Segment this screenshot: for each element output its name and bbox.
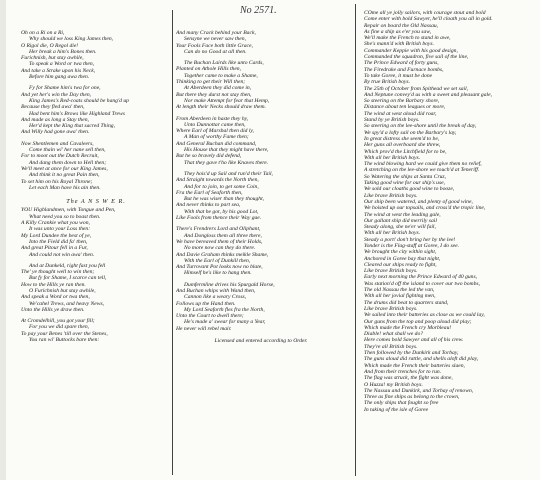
verse-line: And great Pitour fell in a Fur,: [21, 245, 88, 252]
verse-line: The guns aloud did rattle, and shells aloft did play,: [364, 356, 479, 363]
verse-line: With all her jovial fighting men,: [364, 293, 436, 300]
answer-verses-continued: [176, 30, 346, 332]
verse-line: And never thinks to part sea,: [176, 202, 241, 209]
verse-line: Can do no Good at all then.: [184, 48, 247, 55]
verse-line: At Cromdelhill, you got your fill;: [21, 318, 95, 325]
verse-line: Now Shentlemen and Cavaleers,: [21, 140, 94, 147]
verse-line: Three as fine ships as belong to the crown,: [364, 394, 460, 401]
catalogue-number: No 2571.: [240, 5, 277, 16]
verse-line: Thinking to get their Will then;: [176, 79, 246, 86]
verse-line: Come enter with bold Sawyer, he'll cloath you all in gold.: [364, 16, 493, 23]
verse-line: He never will rebel mair.: [176, 325, 232, 332]
verse-line: Which prov'd the Litchfield for to be,: [364, 148, 447, 155]
column-two: [176, 0, 346, 480]
verse-line: And could not win awa' then.: [29, 251, 95, 258]
verse-line: Steady along, she ne'er will fail,: [364, 224, 436, 231]
verse-line: We hoisted up our topsails, and cross'd the tropic line,: [364, 205, 486, 212]
verse-line: Commander Keppie with his good design,: [364, 47, 458, 54]
verse-line: Oh on a Ri on a Ri,: [21, 30, 65, 36]
verse-line: Then followed by the Dunkirk and Torbay,: [364, 350, 459, 357]
column-rule-right: [355, 4, 356, 476]
verse-line: Come thain wi' her nane sell then,: [29, 147, 106, 154]
verse-line: So steering on the Barbary shore,: [364, 98, 440, 105]
verse-line: Stand by ye British boys.: [364, 117, 420, 124]
verse-line: Had bent him's Brows like Highland Trews: [29, 110, 125, 117]
verse-line: Yonder is the Flag-staff at Goree, I do see.: [364, 242, 459, 249]
verse-line: But fy for Shame, I scarce can tell,: [29, 275, 107, 282]
verse-line: And Straight towards the North then,: [176, 177, 259, 184]
verse-line: But there they durst not stay then,: [176, 91, 252, 98]
verse-line: To pay your Benes 'till over the Stenes,: [21, 330, 108, 337]
verse-line: The only ships that fought so free: [364, 400, 439, 407]
verse-line: Cleared our ships ready to fight,: [364, 261, 437, 268]
verse-line: Because they fled awa' then,: [21, 104, 85, 111]
verse-line: And at Dunkeld, right fast you fell: [29, 262, 106, 269]
verse-line: From Aberdeen in haste they hy,: [176, 115, 249, 122]
verse-line: Together came to make a Shame,: [184, 72, 258, 79]
verse-line: Anchored in Goree bay that night,: [364, 255, 441, 262]
verse-line: Our ship been watered, and plenty of good wine,: [364, 198, 473, 205]
verse-line: It was unto your Loss then:: [29, 226, 91, 233]
verse-line: That they gave t'ho like Knaves there.: [184, 159, 269, 166]
verse-line: O Rigol die, O Regol die!: [21, 42, 79, 49]
verse-line: Before him gang awa then.: [29, 74, 90, 81]
verse-line: The old Nassau the led the van,: [364, 287, 435, 294]
verse-line: And think it no great Pain then,: [29, 172, 100, 179]
verse-line: Where Earl of Marshal then did ly,: [176, 128, 254, 135]
verse-line: And Dongloss them all three there,: [184, 232, 262, 239]
verse-line: The Prince Edward of forty guns,: [364, 60, 439, 67]
verse-line: The 25th of October from Spithead we set sail,: [364, 85, 469, 92]
page-edge-shadow: [0, 0, 6, 480]
verse-line: So Watering the ships at Santa Cruz,: [364, 173, 446, 180]
verse-line: Her break a him's Bones then.: [29, 48, 97, 55]
verse-line: The flag was struck, the fight was done,: [364, 375, 453, 382]
verse-line: She's mann'd with British boys.: [364, 41, 434, 48]
verse-line: To set him on his Royal Throne;: [21, 178, 93, 185]
verse-line: We'cahel Trews, and heavy News,: [29, 300, 105, 307]
verse-line: How to the Hills ye ran then.: [21, 281, 86, 288]
verse-line: With the Earl of Dunkill then,: [184, 257, 251, 264]
verse-line: Unto Dunnottar came then,: [184, 121, 246, 128]
verse-line: There's Frendrers Lord and Oliphant,: [176, 226, 261, 233]
verse-line: He's made a' swear for many a Year,: [184, 319, 266, 326]
verse-line: Commanded the squadron, five sail of the line,: [364, 54, 469, 61]
verse-line: The wind at west the leading gale,: [364, 211, 441, 218]
sailors-ballad: [364, 10, 534, 413]
verse-line: Was station'd off the island to cover our two bombs,: [364, 280, 480, 287]
verse-line: And from their trenches for to run.: [364, 368, 442, 375]
verse-line: Our guns from the top and poop aloud did play;: [364, 318, 472, 325]
verse-line: And speak a Word or twa then,: [21, 294, 90, 301]
verse-line: And for to join, to get some Coin,: [184, 183, 259, 190]
verse-line: Your Fools Face both little Grace,: [176, 42, 253, 49]
verse-line: And Willy had gone awa' then.: [21, 129, 90, 136]
verse-line: Diable! what shall we do?: [364, 331, 424, 338]
verse-line: Repair on board the Old Nassau,: [364, 22, 439, 29]
verse-line: We'll make the French to stand in awe,: [364, 35, 451, 42]
verse-line: We have bereaved them of their Holds,: [176, 238, 263, 245]
verse-line: Taking good wine for our ship's use,: [364, 180, 446, 187]
verse-line: O Huzza! my British boys.: [364, 381, 423, 388]
verse-line: Why should we loss King James then,: [29, 36, 114, 43]
verse-line: What need you so to boast then.: [29, 213, 101, 220]
verse-line: Follows up the Hand then.: [176, 300, 236, 307]
verse-line: Into the Field did fa' then,: [29, 238, 88, 245]
verse-line: My Lord Dundee the best of ye,: [21, 232, 92, 239]
verse-line: Dumfermline drives his Spurgald Horse,: [184, 281, 275, 288]
verse-line: But he was wiser than they thought,: [184, 196, 265, 203]
verse-line: My Lord Seaforth fles fra the North,: [184, 306, 265, 313]
column-one: [21, 0, 171, 480]
verse-line: And yet her's win the Day then,: [21, 91, 92, 98]
verse-line: A Man of worthy Fame then;: [184, 134, 249, 141]
verse-line: We sold our cloaths good wine to booze,: [364, 186, 455, 193]
verse-line: Like brave British boys.: [364, 305, 418, 312]
verse-line: Sensyne we never saw then,: [184, 36, 246, 43]
song-verses: [21, 30, 171, 191]
verse-line: Like brave British boys.: [364, 268, 418, 275]
verse-line: And take a Strake upon his Neck,: [21, 67, 96, 74]
verse-line: The Firedrake and Furnace bombs,: [364, 66, 444, 73]
verse-line: COme all ye jolly sailors, with courage stout and bold: [364, 10, 486, 16]
verse-line: And Neptune convey'd us with a sweet and pleasant gale,: [364, 91, 492, 98]
verse-line: Nor make Attempt for fear that Hemp,: [184, 97, 270, 104]
verse-line: His House that they might have there,: [184, 147, 269, 154]
verse-line: They're all British boys.: [364, 343, 418, 350]
verse-line: With that he got, by his good Lot,: [184, 208, 259, 215]
license-note: Licensed and entered according to Order.: [214, 338, 308, 345]
verse-line: A Killy Crankie what you won,: [21, 220, 90, 227]
verse-line: Like brave British boys.: [364, 192, 418, 199]
verse-line: And Turrovant Pot looks now no blate,: [176, 264, 263, 271]
verse-line: And dang them down to Hell then;: [29, 159, 107, 166]
verse-line: You ran wi' Buttocks bare then:: [29, 337, 100, 344]
verse-line: Fy for Shame him's twa for one,: [29, 85, 101, 92]
verse-line: Planted on Athole Hills then,: [176, 66, 241, 73]
verse-line: And many Crack behind your Back,: [176, 30, 256, 36]
verse-line: So steering on the lee-shore until the break of day,: [364, 123, 477, 130]
verse-line: Himself he's like to hang then.: [184, 270, 252, 277]
verse-line: And Buchan whips with Wand then,: [176, 287, 256, 294]
verse-line: With all her British boys.: [364, 154, 421, 161]
verse-line: The Buchan Lairds like unto Cards,: [184, 60, 264, 67]
verse-line: Early next morning the Prince Edward of 40 guns,: [364, 274, 478, 281]
verse-line: O Furichnish but stay awhile,: [29, 287, 96, 294]
verse-line: No more now can they do there.: [184, 245, 256, 252]
verse-line: We sailed into their batteries as close as we could lay,: [364, 312, 485, 319]
verse-line: The Nassau and Dunkirk, and Torbay of renown,: [364, 387, 474, 394]
verse-line: They hois'd up Sail and run'd their Tail,: [184, 170, 273, 177]
verse-line: Which made the French cry Morbleau!: [364, 324, 452, 331]
verse-line: The wind at west aloud did roar,: [364, 110, 437, 117]
verse-line: Like Fools from thence their Way gae.: [176, 215, 262, 222]
verse-line: Our gallant ship did merrily sail: [364, 217, 437, 224]
verse-line: Steady a port! don't bring her by the lee!: [364, 236, 456, 243]
answer-verses: [21, 207, 171, 343]
verse-line: By true British boys.: [364, 79, 410, 86]
verse-line: In taking of the isle of Goree: [364, 406, 429, 413]
verse-line: Which made the French their batteries slaen,: [364, 362, 465, 369]
verse-line: And Davie Graham thinks meikle Shame,: [176, 251, 269, 258]
verse-line: With all her British boys.: [364, 230, 421, 237]
verse-line: A stretching on the lee-shore we touch'd at Teneriff.: [364, 167, 480, 174]
verse-line: Cannon like a weary Cross,: [184, 294, 247, 301]
column-three: [364, 0, 534, 480]
verse-line: We'll meet at ance for our King James,: [21, 165, 108, 172]
verse-line: YOU Highlandmen, with Tongue and Pen,: [21, 207, 116, 214]
verse-line: Fra the Earl of Seaforth then,: [176, 189, 243, 196]
verse-line: Let each Man have his ain then.: [29, 184, 101, 191]
verse-line: To speak a Word or twa then,: [29, 61, 95, 68]
verse-line: Her guns all overboard she threw,: [364, 142, 441, 149]
verse-line: And made as long a Stay then,: [21, 116, 89, 123]
verse-line: Distance about ten leagues or more,: [364, 104, 446, 111]
verse-line: Furichnish, but stay awhile,: [21, 55, 84, 62]
verse-line: We brought the city within sight,: [364, 249, 437, 256]
verse-line: To take Goree, it must be done: [364, 72, 433, 79]
verse-line: The' ye thought well to win then;: [21, 269, 95, 276]
verse-line: For you we did spare then,: [29, 324, 90, 331]
verse-line: For to moot out the Dutch Recruit,: [21, 153, 99, 160]
verse-line: Her'd kept the King that sacred Thing,: [29, 123, 115, 130]
verse-line: But he so bravely did defend,: [176, 153, 242, 160]
verse-line: Unto the Hills ye draw then.: [21, 306, 85, 313]
column-rule-left: [172, 10, 173, 475]
verse-line: The wind blowing hard we could give them no relief,: [364, 161, 482, 168]
verse-line: King James's Red-coats should be hang'd up: [29, 97, 129, 104]
verse-line: At Aberdeen they did come in,: [184, 85, 252, 92]
verse-line: At length their Necks should draw them.: [176, 104, 266, 111]
verse-line: As fine a ship as e'er you saw,: [364, 28, 431, 35]
verse-line: The drums did beat to quarters stand,: [364, 299, 449, 306]
answer-title: The A N S W E R.: [66, 198, 126, 206]
verse-line: In great distress she seem'd to be,: [364, 135, 440, 142]
verse-line: And General Buchan did command,: [176, 140, 257, 147]
verse-line: Here comes bold Sawyer and all of his crew.: [364, 337, 464, 344]
verse-line: We spy'd a lofty sail on the Barbary's lay,: [364, 129, 457, 136]
verse-line: Unto the Court to dwell there;: [176, 313, 244, 320]
